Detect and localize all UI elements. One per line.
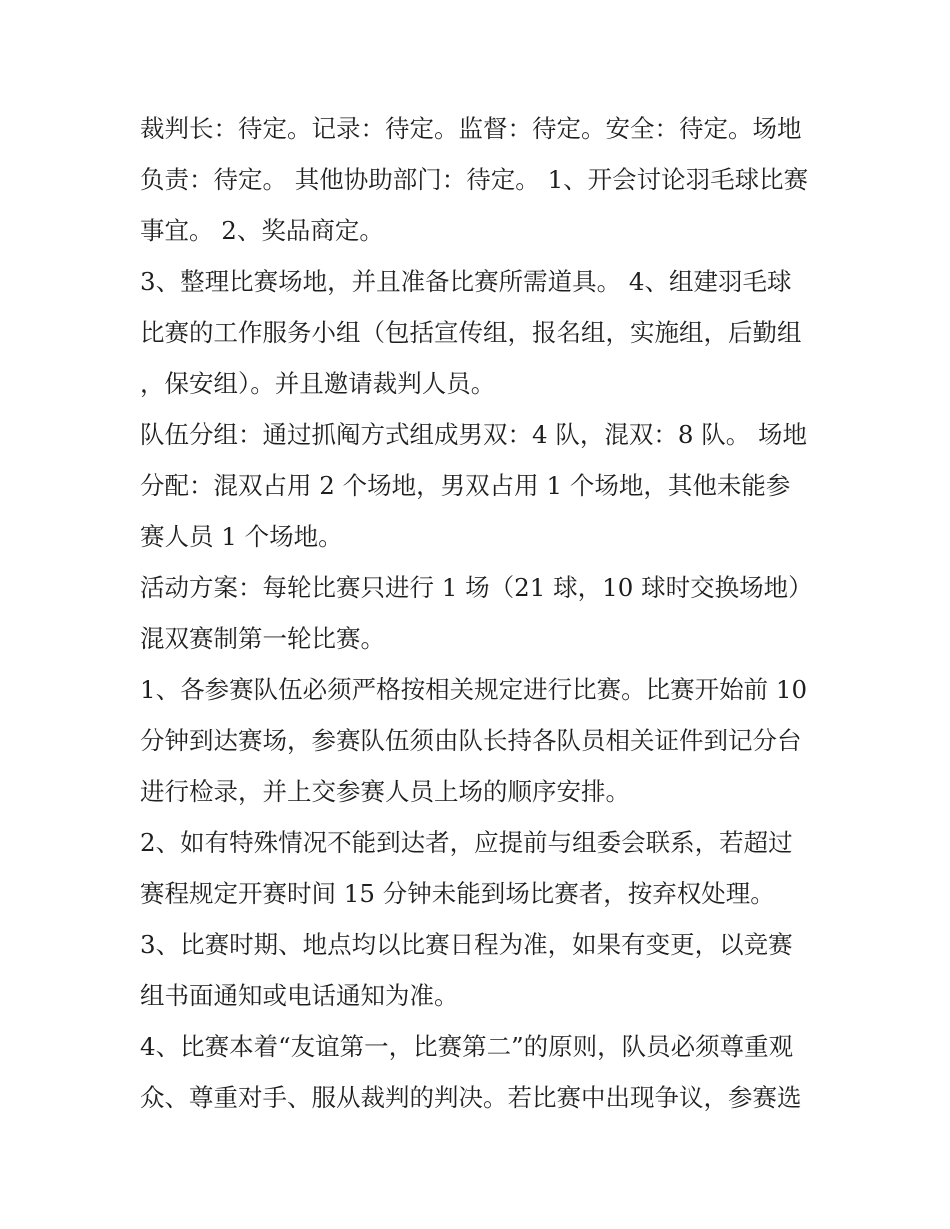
paragraph-grouping: 队伍分组：通过抓阄方式组成男双：4 队，混双：8 队。 场地分配：混双占用 2 个场地，男双占用 1 个场地，其他未能参赛人员 1 个场地。 [140, 420, 808, 551]
paragraph-rule-1: 1、各参赛队伍必须严格按相关规定进行比赛。比赛开始前 10 分钟到达赛场，参赛队伍须由队长持各队员相关证件到记分台进行检录，并上交参赛人员上场的顺序安排。 [140, 675, 808, 806]
paragraph-rule-4: 4、比赛本着“友谊第一，比赛第二”的原则，队员必须尊重观众、尊重对手、服从裁判的判决。若比赛中出现争议，参赛选 [140, 1032, 802, 1112]
paragraph-rule-2: 2、如有特殊情况不能到达者，应提前与组委会联系，若超过赛程规定开赛时间 15 分钟未能到场比赛者，按弃权处理。 [140, 828, 793, 908]
document-body [140, 103, 812, 1123]
paragraph-rule-3: 3、比赛时期、地点均以比赛日程为准，如果有变更，以竞赛组书面通知或电话通知为准。 [140, 930, 793, 1010]
paragraph-staff-and-prep: 裁判长：待定。记录：待定。监督：待定。安全：待定。场地负责：待定。 其他协助部门：待定。 1、开会讨论羽毛球比赛事宜。 2、奖品商定。 [140, 114, 809, 245]
paragraph-venue-and-team: 3、整理比赛场地，并且准备比赛所需道具。 4、组建羽毛球比赛的工作服务小组（包括宣传组，报名组，实施组，后勤组，保安组）。并且邀请裁判人员。 [140, 267, 802, 398]
paragraph-activity-plan: 活动方案：每轮比赛只进行 1 场（21 球，10 球时交换场地）混双赛制第一轮比赛。 [140, 573, 801, 653]
